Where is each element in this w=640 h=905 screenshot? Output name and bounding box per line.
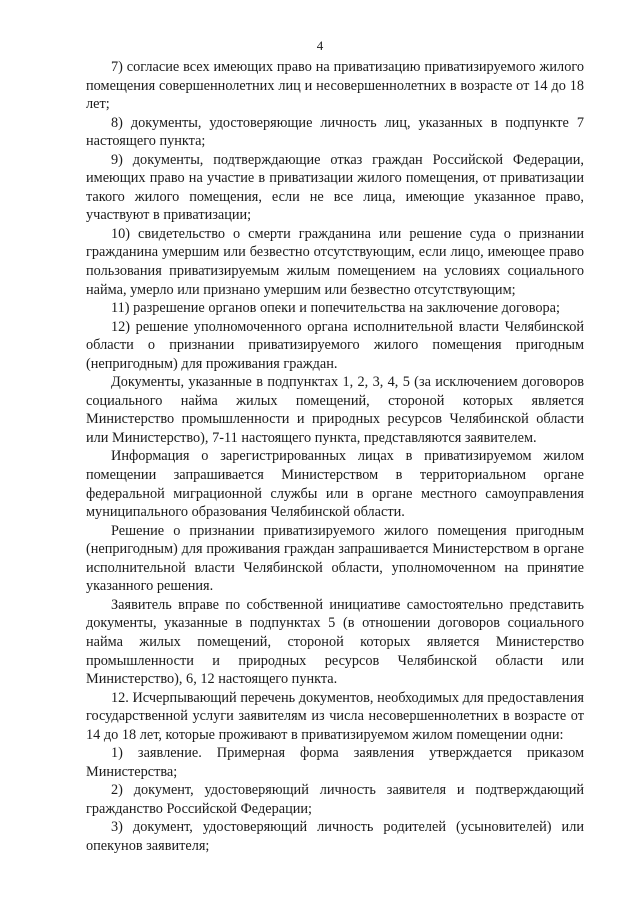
document-body bbox=[86, 58, 584, 856]
page-number: 4 bbox=[316, 38, 324, 53]
paragraph: 9) документы, подтверждающие отказ граждан Российской Федерации, имеющих право на участие в приватизации жилого помещения, от приватизации такого жилого помещения, если не все лица, имеющие указанное право, участвуют в приватизации; bbox=[86, 151, 584, 224]
paragraph: 11) разрешение органов опеки и попечительства на заключение договора; bbox=[111, 300, 560, 317]
paragraph: Заявитель вправе по собственной инициативе самостоятельно представить документы, указанные в подпунктах 5 (в отношении договоров социального найма жилых помещений, стороной которых является Министерство промышленности и природных ресурсов Челябинской области или Министерство), 6, 12 настоящего пункта. bbox=[86, 596, 584, 688]
paragraph: 7) согласие всех имеющих право на приватизацию приватизируемого жилого помещения совершеннолетних лиц и несовершеннолетних в возрасте от 14 до 18 лет; bbox=[86, 59, 584, 113]
paragraph: 10) свидетельство о смерти гражданина или решение суда о признании гражданина умершим или безвестно отсутствующим, если лицо, имеющее право пользования приватизируемым жилым помещением на условиях социального найма, умерло или признано умершим или безвестно отсутствующим; bbox=[86, 225, 584, 298]
paragraph: 12) решение уполномоченного органа исполнительной власти Челябинской области о признании приватизируемого жилого помещения пригодным (непригодным) для проживания граждан. bbox=[86, 318, 584, 372]
paragraph: Решение о признании приватизируемого жилого помещения пригодным (непригодным) для проживания граждан запрашивается Министерством в органе исполнительной власти Челябинской области, уполномоченном на принятие указанного решения. bbox=[86, 522, 584, 595]
paragraph: 12. Исчерпывающий перечень документов, необходимых для предоставления государственной услуги заявителям из числа несовершеннолетних в возрасте от 14 до 18 лет, которые проживают в приватизируемом жилом помещении одни: bbox=[86, 689, 584, 743]
paragraph: 8) документы, удостоверяющие личность лиц, указанных в подпункте 7 настоящего пункта; bbox=[86, 114, 584, 150]
paragraph: Документы, указанные в подпунктах 1, 2, 3, 4, 5 (за исключением договоров социального найма жилых помещений, стороной которых является Министерство промышленности и природных ресурсов Челябинской области или Министерство), 7-11 настоящего пункта, представляются заявителем. bbox=[86, 374, 584, 446]
paragraph: Информация о зарегистрированных лицах в приватизируемом жилом помещении запрашивается Министерством в территориальном органе федеральной миграционной службы или в органе местного самоуправления муниципального образования Челябинской области. bbox=[86, 448, 584, 521]
paragraph: 3) документ, удостоверяющий личность родителей (усыновителей) или опекунов заявителя; bbox=[86, 819, 584, 854]
paragraph: 1) заявление. Примерная форма заявления утверждается приказом Министерства; bbox=[86, 745, 584, 780]
paragraph: 2) документ, удостоверяющий личность заявителя и подтверждающий гражданство Российской Федерации; bbox=[86, 782, 584, 817]
